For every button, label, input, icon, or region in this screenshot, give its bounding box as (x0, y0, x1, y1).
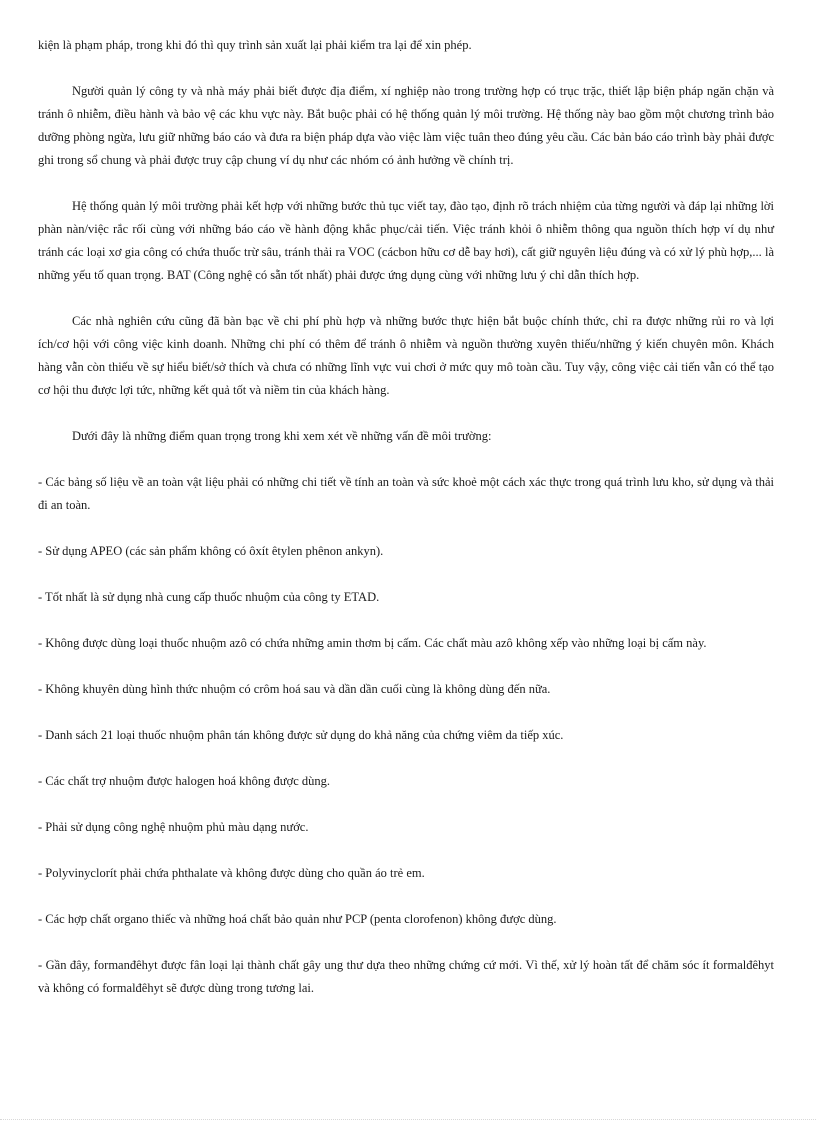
paragraph-continuation: kiện là phạm pháp, trong khi đó thì quy trình sản xuất lại phải kiểm tra lại để xin phép. (38, 38, 472, 52)
paragraph-key-points-intro: Dưới đây là những điểm quan trọng trong khi xem xét về những vấn đề môi trường: (72, 429, 492, 443)
list-item: - Không khuyên dùng hình thức nhuộm có crôm hoá sau và dần dần cuối cùng là không dùng đến nữa. (38, 682, 551, 696)
list-item: - Tốt nhất là sử dụng nhà cung cấp thuốc nhuộm của công ty ETAD. (38, 590, 380, 604)
document-page (38, 34, 774, 1023)
list-item: - Các hợp chất organo thiếc và những hoá chất bảo quản như PCP (penta clorofenon) không được dùng. (38, 912, 557, 926)
list-item: - Các chất trợ nhuộm được halogen hoá không được dùng. (38, 774, 330, 788)
list-item: - Không được dùng loại thuốc nhuộm azô có chứa những amin thơm bị cấm. Các chất màu azô không xếp vào những loại bị cấm này. (38, 636, 707, 650)
list-item: - Gần đây, formanđêhyt được fân loại lại thành chất gây ung thư dựa theo những chứng cứ mới. Vì thế, xử lý hoàn tất để chăm sóc ít formalđêhyt và không có formalđêhyt sẽ được dùng trong tương lai. (38, 958, 774, 995)
paragraph-environment-system: Hệ thống quản lý môi trường phải kết hợp với những bước thủ tục viết tay, đào tạo, định rõ trách nhiệm của từng người và đáp lại những lời phàn nàn/việc rắc rối cùng với những báo cáo về hành động khắc phục/cải tiến. Việc tránh khỏi ô nhiễm thông qua nguồn thích hợp ví dụ như tránh các loại xơ gia công có chứa thuốc trừ sâu, tránh thải ra VOC (cácbon hữu cơ dễ bay hơi), cất giữ nguyên liệu đúng và có xử lý phù hợp,... là những yếu tố quan trọng. BAT (Công nghệ có sẵn tốt nhất) phải được ứng dụng cùng với những lưu ý chỉ dẫn thích hợp. (38, 199, 774, 282)
list-item: - Phải sử dụng công nghệ nhuộm phủ màu dạng nước. (38, 820, 309, 834)
paragraph-management: Người quản lý công ty và nhà máy phải biết được địa điểm, xí nghiệp nào trong trường hợp có trục trặc, thiết lập biện pháp ngăn chặn và tránh ô nhiễm, điều hành và bảo vệ các khu vực này. Bắt buộc phải có hệ thống quản lý môi trường. Hệ thống này bao gồm một chương trình bảo dưỡng phòng ngừa, lưu giữ những báo cáo và đưa ra biện pháp dựa vào việc làm việc tuân theo đúng yêu cầu. Các bản báo cáo trình bày phải được ghi trong sổ chung và phải được truy cập chung ví dụ như các nhóm có ảnh hưởng về chính trị. (38, 84, 774, 167)
paragraph-research-costs: Các nhà nghiên cứu cũng đã bàn bạc về chi phí phù hợp và những bước thực hiện bắt buộc chính thức, chỉ ra được những rủi ro và lợi ích/cơ hội với công việc kinh doanh. Những chi phí có thêm để tránh ô nhiễm và nguồn thường xuyên thiếu/những ý kiến chuyên môn. Khách hàng vẫn còn thiếu về sự hiểu biết/sở thích và chưa có những lĩnh vực vui chơi ở mức quy mô toàn cầu. Tuy vậy, công việc cải tiến vẫn có thể tạo cơ hội thu được lợi tức, những kết quả tốt và niềm tin của khách hàng. (38, 314, 774, 397)
list-item: - Các bảng số liệu về an toàn vật liệu phải có những chi tiết về tính an toàn và sức khoẻ một cách xác thực trong quá trình lưu kho, sử dụng và thải đi an toàn. (38, 475, 774, 512)
list-item: - Polyvinyclorít phải chứa phthalate và không được dùng cho quần áo trẻ em. (38, 866, 425, 880)
list-item: - Sử dụng APEO (các sản phẩm không có ôxít êtylen phênon ankyn). (38, 544, 384, 558)
page-bottom-divider (0, 1119, 816, 1120)
list-item: - Danh sách 21 loại thuốc nhuộm phân tán không được sử dụng do khả năng của chứng viêm da tiếp xúc. (38, 728, 564, 742)
